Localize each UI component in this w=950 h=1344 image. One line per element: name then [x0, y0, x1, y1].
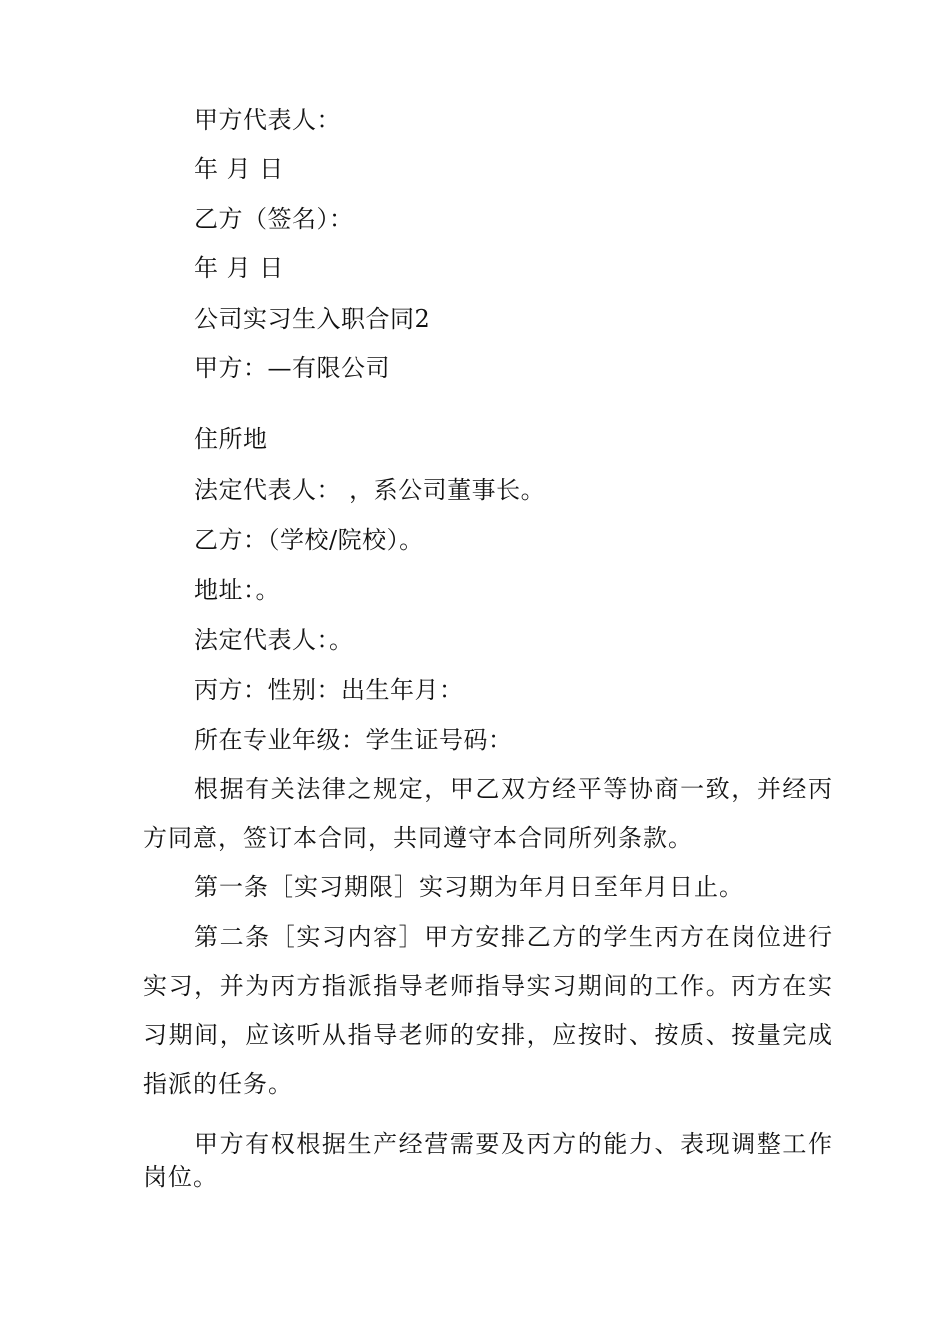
party-a-line: 甲方：—有限公司: [194, 354, 390, 382]
legal-representative-line: 法定代表人： ，系公司董事长。: [194, 476, 546, 504]
article-one-paragraph: 第一条［实习期限］实习期为年月日至年月日止。: [194, 873, 744, 901]
party-a-representative-line: 甲方代表人：: [194, 106, 341, 134]
date-line: 年 月 日: [194, 155, 284, 183]
party-c-line: 丙方：性别：出生年月：: [194, 676, 464, 704]
party-b-address-line: 地址：。: [194, 576, 280, 604]
date-line: 年 月 日: [194, 254, 284, 282]
article-two-paragraph: 第二条［实习内容］甲方安排乙方的学生丙方在岗位进行实习，并为丙方指派指导老师指导实习期间的工作。丙方在实习期间，应该听从指导老师的安排，应按时、按质、按量完成指派的任务。: [143, 923, 833, 1098]
party-b-signature-line: 乙方（签名）：: [194, 205, 354, 233]
contract-title: 公司实习生入职合同2: [194, 305, 431, 333]
major-student-id-line: 所在专业年级：学生证号码：: [194, 726, 513, 754]
address-line: 住所地: [194, 425, 268, 453]
party-b-line: 乙方：（学校/院校）。: [194, 526, 424, 554]
position-adjustment-paragraph: 甲方有权根据生产经营需要及丙方的能力、表现调整工作岗位。: [143, 1130, 833, 1191]
party-b-legal-representative-line: 法定代表人：。: [194, 626, 354, 654]
contract-preamble-paragraph: 根据有关法律之规定，甲乙双方经平等协商一致，并经丙方同意，签订本合同，共同遵守本合同所列条款。: [143, 775, 833, 852]
